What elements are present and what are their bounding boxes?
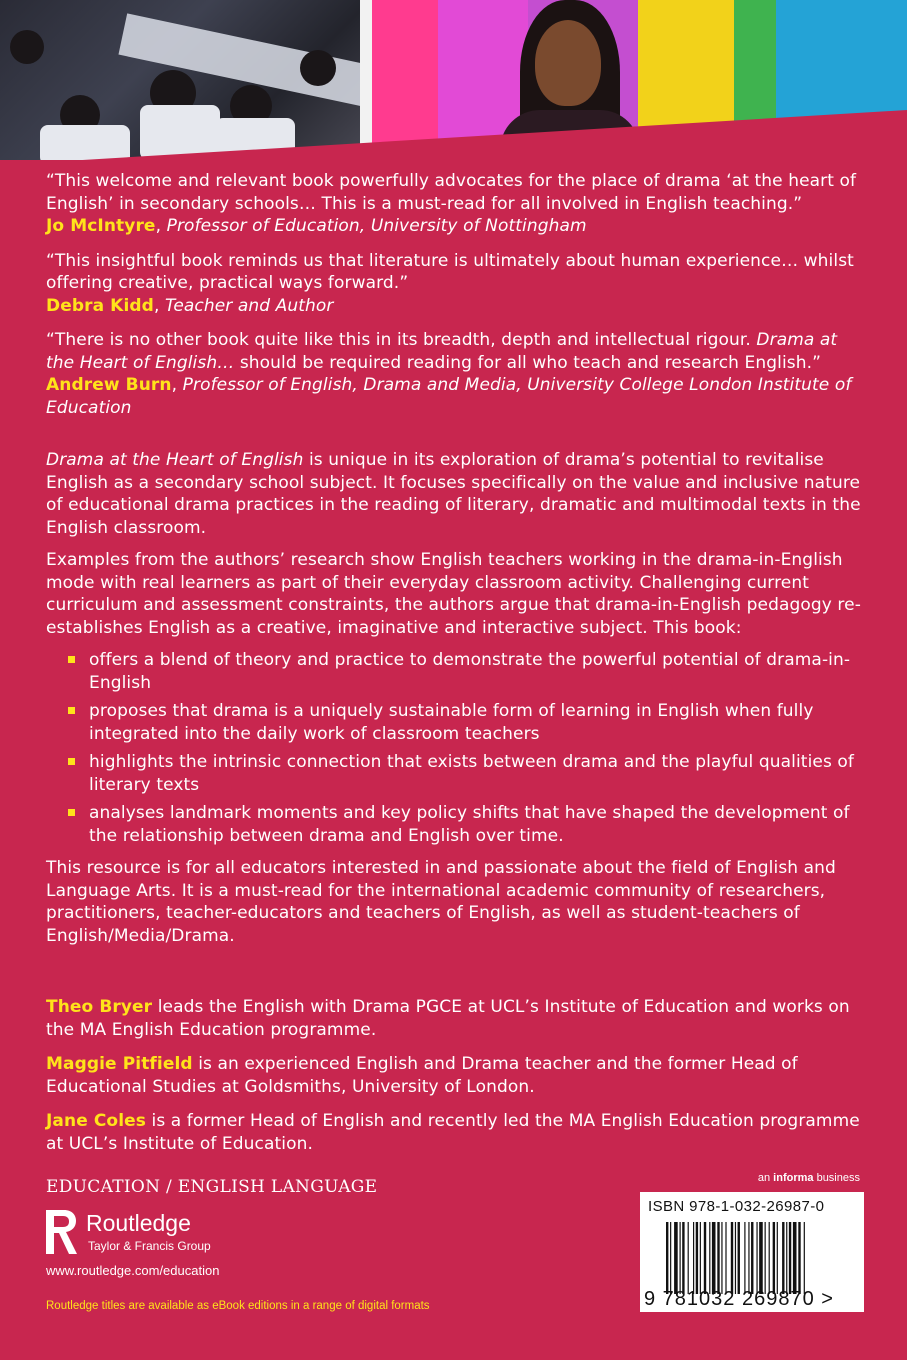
publisher-name: Routledge — [86, 1210, 191, 1236]
author-name: Jane Coles — [46, 1111, 146, 1131]
book-description — [46, 449, 861, 957]
informa-brand: informa — [773, 1172, 814, 1184]
barcode-icon — [666, 1222, 846, 1294]
description-paragraph: Examples from the authors’ research show English teachers working in the drama-in-English mode with real learners as part of their everyday classroom activity. Challenging current curriculum and assessment constraints, the authors argue that drama-in-English pedagogy re-establishes English as a creative, imaginative and interactive subject. This book: — [46, 550, 861, 638]
feature-bullet: highlights the intrinsic connection that exists between drama and the playful qualities of literary texts — [46, 751, 861, 796]
author-bio — [46, 996, 861, 1041]
ebook-note: Routledge titles are available as eBook editions in a range of digital formats — [46, 1300, 430, 1312]
publisher-url[interactable]: www.routledge.com/education — [46, 1263, 220, 1278]
subject-category: EDUCATION / ENGLISH LANGUAGE — [46, 1177, 378, 1197]
description-paragraph — [46, 449, 861, 539]
informa-prefix: an — [757, 1172, 774, 1184]
quote-book-title: Drama at the Heart of English… — [46, 330, 838, 373]
quote-text-continued: should be required reading for all who teach and research English.” — [239, 352, 822, 373]
feature-bullet: proposes that drama is a uniquely sustainable form of learning in English when fully integrated into the daily work of classroom teachers — [46, 700, 861, 745]
description-paragraph: This resource is for all educators interested in and passionate about the field of English and Language Arts. It is a must-read for the international academic community of researchers, practitioners, teacher-educators and teachers of English, as well as student-teachers of English/Media/Drama. — [46, 858, 836, 946]
informa-tagline — [758, 1172, 860, 1184]
endorsements — [46, 170, 861, 431]
quote-source-role: Teacher and Author — [164, 295, 334, 316]
feature-bullet: analyses landmark moments and key policy shifts that have shaped the development of the relationship between drama and English over time. — [46, 802, 861, 847]
feature-list — [46, 649, 861, 847]
quote-text: “This insightful book reminds us that literature is ultimately about human experience… whilst offering creative, practical ways forward.” — [46, 250, 854, 293]
quote-source-name: Debra Kidd — [46, 295, 154, 316]
book-title-inline: Drama at the Heart of English — [46, 450, 304, 470]
publisher-logo — [44, 1208, 254, 1258]
publisher-group: Taylor & Francis Group — [88, 1239, 211, 1253]
quote-source-name: Andrew Burn — [46, 375, 172, 395]
endorsement-quote: “This insightful book reminds us that literature is ultimately about human experience… whilst offering creative, practical ways forward.” Debra Kidd, Teacher and Author — [46, 250, 854, 316]
cover-photo-band — [0, 0, 907, 160]
quote-source-role: Professor of English, Drama and Media, University College London Institute of Education — [46, 375, 852, 418]
quote-text: “This welcome and relevant book powerfully advocates for the place of drama ‘at the heart of English’ in secondary schools… This is a must-read for all involved in English teaching.” — [46, 171, 857, 214]
informa-suffix: business — [813, 1172, 860, 1184]
feature-bullet: offers a blend of theory and practice to demonstrate the powerful potential of drama-in-English — [46, 649, 861, 694]
author-bio-text: is a former Head of English and recently led the MA English Education programme at UCL’s Institute of Education. — [46, 1111, 860, 1154]
author-bios — [46, 996, 861, 1167]
endorsement-quote: “There is no other book quite like this in its breadth, depth and intellectual rigour. Drama at the Heart of English… should be required reading for all who teach and research English.” Andrew Burn, Professor of English, Drama and Media, University College London Institute of Education — [46, 330, 852, 418]
quote-text: “There is no other book quite like this in its breadth, depth and intellectual rigour. — [46, 330, 751, 350]
routledge-logo-icon — [44, 1208, 78, 1256]
author-bio-text: leads the English with Drama PGCE at UCL’s Institute of Education and works on the MA English Education programme. — [46, 997, 850, 1040]
isbn-barcode — [640, 1192, 864, 1312]
quote-source-role: Professor of Education, University of Nottingham — [166, 216, 587, 236]
description-text: is unique in its exploration of drama’s potential to revitalise English as a secondary school subject. It focuses specifically on the value and inclusive nature of educational drama practices in the reading of literary, dramatic and multimodal texts in the English classroom. — [46, 450, 861, 538]
quote-source-name: Jo McIntyre — [46, 216, 156, 236]
author-bio — [46, 1053, 861, 1098]
author-name: Theo Bryer — [46, 997, 153, 1017]
barcode-number: 9 781032 269870 > — [644, 1288, 834, 1310]
author-bio-text: is an experienced English and Drama teacher and the former Head of Educational Studies at Goldsmiths, University of London. — [46, 1054, 798, 1097]
author-bio — [46, 1110, 861, 1155]
endorsement-quote: “This welcome and relevant book powerfully advocates for the place of drama ‘at the heart of English’ in secondary schools… This is a must-read for all involved in English teaching.” Jo McIntyre, Professor of Education, University of Nottingham — [46, 171, 857, 236]
author-name: Maggie Pitfield — [46, 1054, 193, 1074]
isbn-label: ISBN 978-1-032-26987-0 — [648, 1198, 825, 1215]
